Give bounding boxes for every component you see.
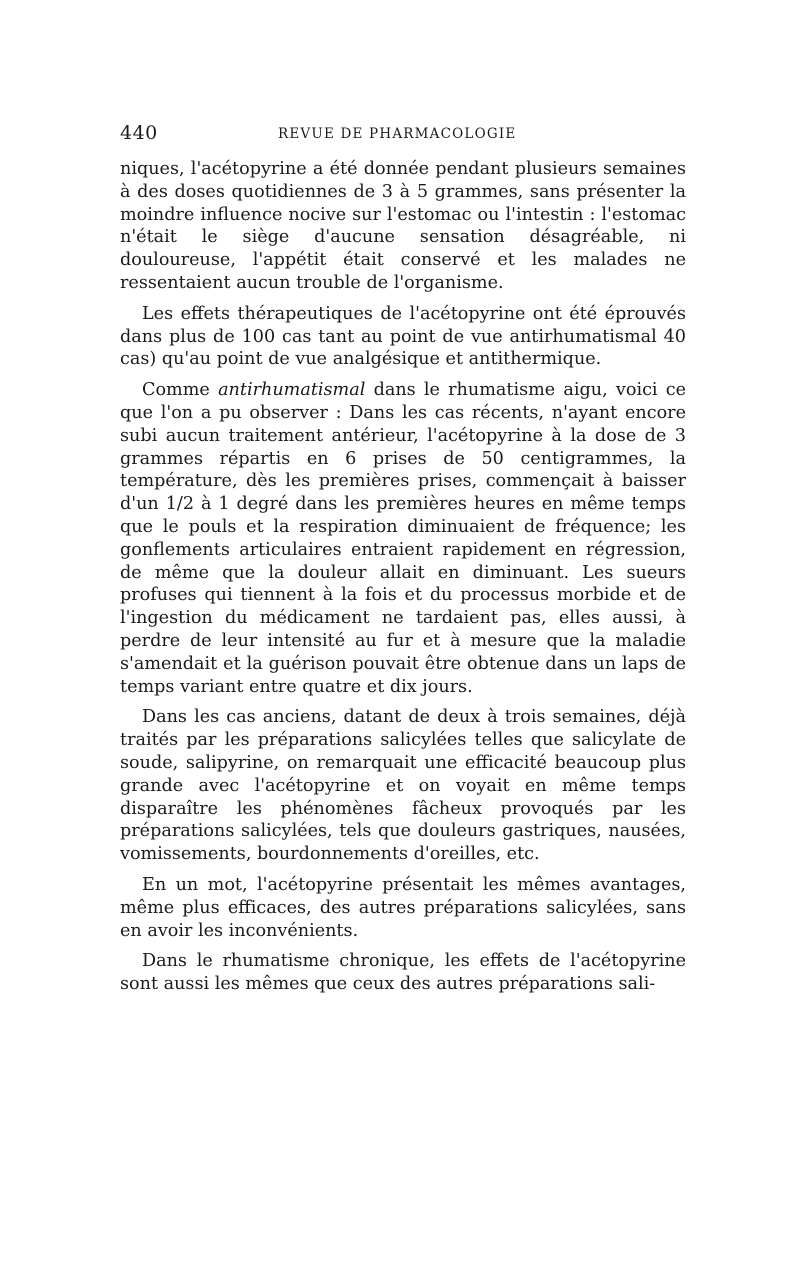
paragraph-3-text: dans le rhumatisme aigu, voici ce que l'on a pu observer : Dans les cas récents, n'ayant encore subi aucun traitement antérieur, l'acétopyrine à la dose de 3 grammes répartis en 6 prises de 50 centigrammes, la température, dès les premières prises, commençait à baisser d'un 1/2 à 1 degré dans les premières heures en même temps que le pouls et la respiration diminuaient de fréquence; les gonflements articulaires entraient rapidement en régression, de même que la douleur allait en diminuant. Les sueurs profuses qui tiennent à la fois et du processus morbide et de l'ingestion du médicament ne tardaient pas, elles aussi, à perdre de leur intensité au fur et à mesure que la maladie s'amendait et la guérison pouvait être obtenue dans un laps de temps variant entre quatre et dix jours. bbox=[120, 380, 687, 697]
paragraph-1-text: niques, l'acétopyrine a été donnée pendant plusieurs semaines à des doses quotidiennes de 3 à 5 grammes, sans présenter la moindre influence nocive sur l'estomac ou l'intestin : l'estomac n'était le siège d'aucune sensation désagréable, ni douloureuse, l'appétit était conservé et les malades ne ressentaient aucun trouble de l'organisme. bbox=[120, 159, 686, 293]
paragraph-1 bbox=[120, 158, 686, 295]
paragraph-4-text: Dans les cas anciens, datant de deux à trois semaines, déjà traités par les préparations salicylées telles que salicylate de soude, salipyrine, on remarquait une efficacité beaucoup plus grande avec l'acétopyrine et on voyait en même temps disparaître les phénomènes fâcheux provoqués par les préparations salicylées, tels que douleurs gastriques, nausées, vomissements, bourdonnements d'oreilles, etc. bbox=[120, 707, 686, 865]
paragraph-2 bbox=[120, 303, 686, 371]
page-header bbox=[120, 122, 686, 144]
paragraph-3-lead: Comme bbox=[142, 380, 210, 401]
paragraph-5-text: En un mot, l'acétopyrine présentait les mêmes avantages, même plus efficaces, des autres préparations salicylées, sans en avoir les inconvénients. bbox=[120, 874, 686, 941]
paragraph-3 bbox=[120, 379, 686, 698]
body-text bbox=[120, 158, 686, 1004]
paragraph-6 bbox=[120, 950, 686, 996]
paragraph-2-text: Les effets thérapeutiques de l'acétopyrine ont été éprouvés dans plus de 100 cas tant au point de vue antirhumatismal 40 cas) qu'au point de vue analgésique et antithermique. bbox=[120, 303, 686, 370]
page-number: 440 bbox=[120, 122, 158, 144]
paragraph-4 bbox=[120, 706, 686, 866]
emphasis-antirhumatismal: antirhumatismal bbox=[218, 380, 366, 401]
running-title: REVUE DE PHARMACOLOGIE bbox=[278, 126, 517, 142]
paragraph-6-text: Dans le rhumatisme chronique, les effets de l'acétopyrine sont aussi les mêmes que ceux des autres préparations sali- bbox=[120, 951, 686, 995]
paragraph-5 bbox=[120, 874, 686, 942]
